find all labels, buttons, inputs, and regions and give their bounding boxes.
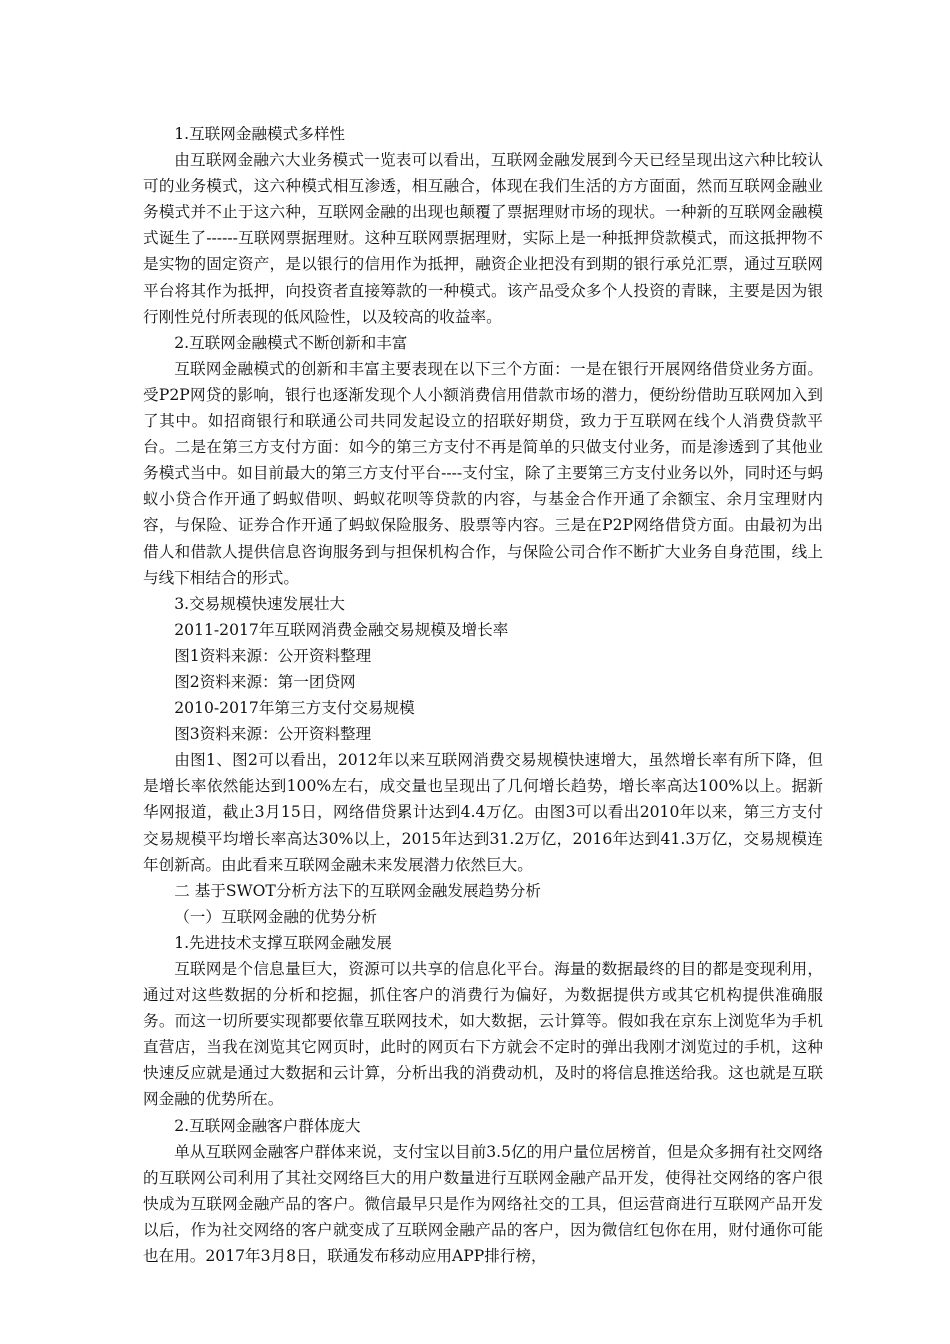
section-heading: 1.互联网金融模式多样性 [174,125,346,143]
body-paragraph: 由互联网金融六大业务模式一览表可以看出，互联网金融发展到今天已经呈现出这六种比较认可的业务模式，这六种模式相互渗透，相互融合，体现在我们生活的方方面面，然而互联网金融业务模式并不止于这六种，互联网金融的出现也颠覆了票据理财市场的现状。一种新的互联网金融模式诞生了------互联网票据理财。这种互联网票据理财，实际上是一种抵押贷款模式，而这抵押物不是实物的固定资产，是以银行的信用作为抵押，融资企业把没有到期的银行承兑汇票，通过互联网平台将其作为抵押，向投资者直接筹款的一种模式。该产品受众多个人投资的青睐，主要是因为银行刚性兑付所表现的低风险性，以及较高的收益率。 [143,151,823,326]
section-heading: 2.互联网金融模式不断创新和丰富 [174,333,408,352]
figure-source: 图3资料来源：公开资料整理 [174,725,372,744]
document-body [143,121,823,1269]
figure-source: 图1资料来源：公开资料整理 [174,646,372,665]
figure-title: 2011-2017年互联网消费金融交易规模及增长率 [174,620,509,639]
body-paragraph: 互联网是个信息量巨大，资源可以共享的信息化平台。海量的数据最终的目的都是变现利用，通过对这些数据的分析和挖掘，抓住客户的消费行为偏好，为数据提供方或其它机构提供准确服务。而这一切所要实现都要依靠互联网技术，如大数据，云计算等。假如我在京东上浏览华为手机直营店，当我在浏览其它网页时，此时的网页右下方就会不定时的弹出我刚才浏览过的手机，这种快速反应就是通过大数据和云计算，分析出我的消费动机，及时的将信息推送给我。这也就是互联网金融的优势所在。 [143,960,823,1109]
figure-title: 2010-2017年第三方支付交易规模 [174,699,415,718]
subsection-heading: 2.互联网金融客户群体庞大 [174,1116,361,1135]
body-paragraph: 单从互联网金融客户群体来说，支付宝以目前3.5亿的用户量位居榜首，但是众多拥有社交网络的互联网公司利用了其社交网络巨大的用户数量进行互联网金融产品开发，使得社交网络的客户很快成为互联网金融产品的客户。微信最早只是作为网络社交的工具，但运营商进行互联网产品开发以后，作为社交网络的客户就变成了互联网金融产品的客户，因为微信红包你在用，财付通你可能也在用。2017年3月8日，联通发布移动应用APP排行榜， [143,1142,823,1266]
section-heading: （一）互联网金融的优势分析 [174,907,377,926]
section-heading: 3.交易规模快速发展壮大 [174,594,346,613]
chapter-heading: 二 基于SWOT分析方法下的互联网金融发展趋势分析 [174,881,541,900]
figure-source: 图2资料来源：第一团贷网 [174,672,356,691]
subsection-heading: 1.先进技术支撑互联网金融发展 [174,933,392,952]
body-paragraph: 互联网金融模式的创新和丰富主要表现在以下三个方面：一是在银行开展网络借贷业务方面。受P2P网贷的影响，银行也逐渐发现个人小额消费信用借款市场的潜力，便纷纷借助互联网加入到了其中。如招商银行和联通公司共同发起设立的招联好期贷，致力于互联网在线个人消费贷款平台。二是在第三方支付方面：如今的第三方支付不再是简单的只做支付业务，而是渗透到了其他业务模式当中。如目前最大的第三方支付平台----支付宝，除了主要第三方支付业务以外，同时还与蚂蚁小贷合作开通了蚂蚁借呗、蚂蚁花呗等贷款的内容，与基金合作开通了余额宝、余月宝理财内容，与保险、证券合作开通了蚂蚁保险服务、股票等内容。三是在P2P网络借贷方面。由最初为出借人和借款人提供信息咨询服务到与担保机构合作，与保险公司合作不断扩大业务自身范围，线上与线下相结合的形式。 [143,359,823,587]
body-paragraph: 由图1、图2可以看出，2012年以来互联网消费交易规模快速增大，虽然增长率有所下降，但是增长率依然能达到100%左右，成交量也呈现出了几何增长趋势，增长率高达100%以上。据新华网报道，截止3月15日，网络借贷累计达到4.4万亿。由图3可以看出2010年以来，第三方支付交易规模平均增长率高达30%以上，2015年达到31.2万亿，2016年达到41.3万亿，交易规模连年创新高。由此看来互联网金融未来发展潜力依然巨大。 [143,751,823,874]
